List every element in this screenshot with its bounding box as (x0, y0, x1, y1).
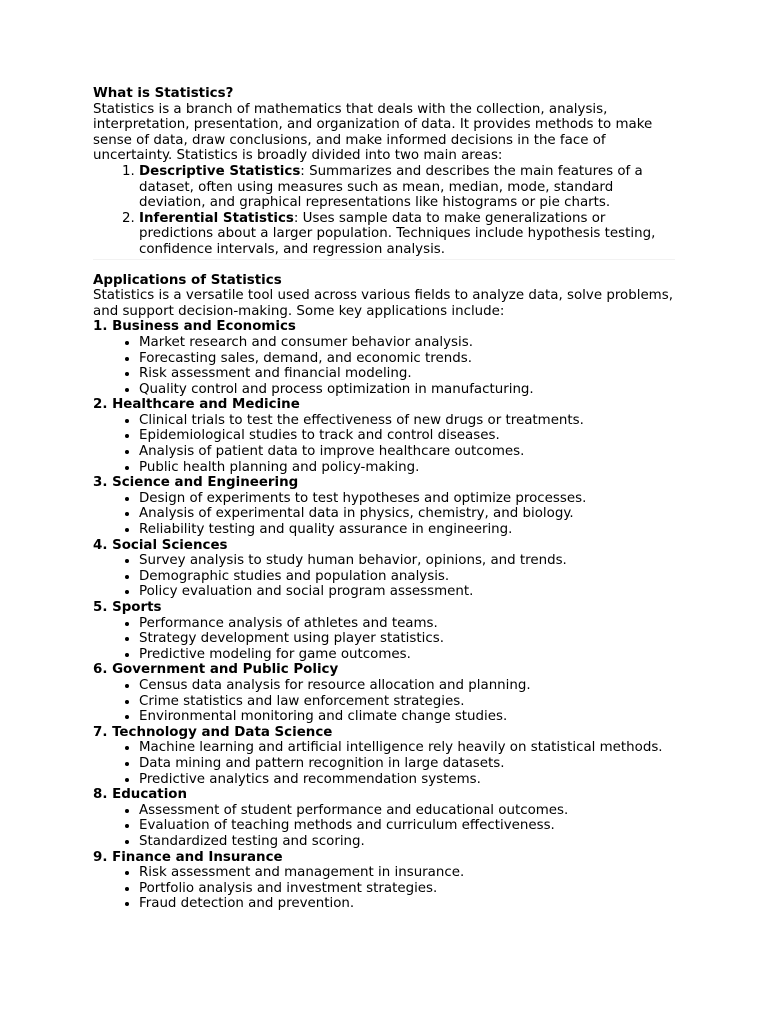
list-item: • Assessment of student performance and educational outcomes. (139, 803, 675, 819)
list-item: • Performance analysis of athletes and teams. (139, 616, 675, 632)
list-item: • Crime statistics and law enforcement strategies. (139, 694, 675, 710)
field-items-list (93, 491, 675, 538)
list-item: • Public health planning and policy-making. (139, 460, 675, 476)
field-heading: 3. Science and Engineering (93, 475, 299, 491)
list-item: • Risk assessment and management in insurance. (139, 865, 675, 881)
list-item: • Risk assessment and financial modeling. (139, 366, 675, 382)
field-heading: 6. Government and Public Policy (93, 662, 339, 678)
intro-title: What is Statistics? (93, 86, 234, 101)
list-item: • Portfolio analysis and investment strategies. (139, 881, 675, 897)
list-item: • Standardized testing and scoring. (139, 834, 675, 850)
list-item: • Census data analysis for resource allocation and planning. (139, 678, 675, 694)
list-item: • Survey analysis to study human behavior, opinions, and trends. (139, 553, 675, 569)
list-item: • Analysis of experimental data in physics, chemistry, and biology. (139, 506, 675, 522)
field-heading: 7. Technology and Data Science (93, 724, 333, 740)
field-items-list (93, 553, 675, 600)
field-items-list (93, 865, 675, 912)
list-item: • Demographic studies and population analysis. (139, 569, 675, 585)
list-item: • Design of experiments to test hypotheses and optimize processes. (139, 491, 675, 507)
field-items-list (93, 678, 675, 725)
list-item: • Analysis of patient data to improve healthcare outcomes. (139, 444, 675, 460)
area-term: Descriptive Statistics (139, 163, 301, 179)
field-heading: 5. Sports (93, 600, 162, 615)
field-heading: 2. Healthcare and Medicine (93, 397, 300, 413)
list-item: • Predictive analytics and recommendation systems. (139, 772, 675, 788)
list-item: • Evaluation of teaching methods and curriculum effectiveness. (139, 818, 675, 834)
area-term: Inferential Statistics (139, 210, 294, 226)
list-item: • Predictive modeling for game outcomes. (139, 647, 675, 663)
list-item: • Quality control and process optimization in manufacturing. (139, 382, 675, 398)
field-heading: 4. Social Sciences (93, 537, 228, 553)
list-item: • Policy evaluation and social program assessment. (139, 584, 675, 600)
list-item: • Forecasting sales, demand, and economic trends. (139, 351, 675, 367)
area-text: : Summarizes and describes the main features of a dataset, often using measures such as mean, median, mode, standard deviation, and graphical representations like histograms or pie charts. (139, 163, 643, 211)
area-item (139, 211, 675, 258)
area-item (139, 164, 675, 211)
list-item: • Reliability testing and quality assurance in engineering. (139, 522, 675, 538)
applications-title: Applications of Statistics (93, 272, 282, 288)
list-item: • Strategy development using player statistics. (139, 631, 675, 647)
field-items-list (93, 740, 675, 787)
field-items-list (93, 616, 675, 663)
field-heading: 1. Business and Economics (93, 319, 296, 335)
list-item: • Data mining and pattern recognition in large datasets. (139, 756, 675, 772)
list-item: • Market research and consumer behavior analysis. (139, 335, 675, 351)
intro-paragraph: Statistics is a branch of mathematics that deals with the collection, analysis, interpretation, presentation, and organization of data. It provides methods to make sense of data, draw conclusions, and make informed decisions in the face of uncertainty. Statistics is broadly divided into two main areas: (93, 101, 653, 164)
list-item: • Environmental monitoring and climate change studies. (139, 709, 675, 725)
applications-paragraph: Statistics is a versatile tool used across various fields to analyze data, solve problems, and support decision-making. Some key applications include: (93, 288, 673, 319)
document-page (93, 86, 675, 912)
section-divider (93, 259, 675, 260)
field-heading: 9. Finance and Insurance (93, 849, 283, 865)
field-heading: 8. Education (93, 787, 188, 803)
list-item: • Clinical trials to test the effectiveness of new drugs or treatments. (139, 413, 675, 429)
list-item: • Fraud detection and prevention. (139, 896, 675, 912)
statistics-areas-list (93, 164, 675, 258)
applications-fields (93, 319, 675, 912)
list-item: • Epidemiological studies to track and control diseases. (139, 428, 675, 444)
list-item: • Machine learning and artificial intelligence rely heavily on statistical methods. (139, 740, 675, 756)
field-items-list (93, 803, 675, 850)
field-items-list (93, 413, 675, 475)
area-text: : Uses sample data to make generalizations or predictions about a larger population. Techniques include hypothesis testing, confidence intervals, and regression analysis. (139, 210, 656, 257)
field-items-list (93, 335, 675, 397)
